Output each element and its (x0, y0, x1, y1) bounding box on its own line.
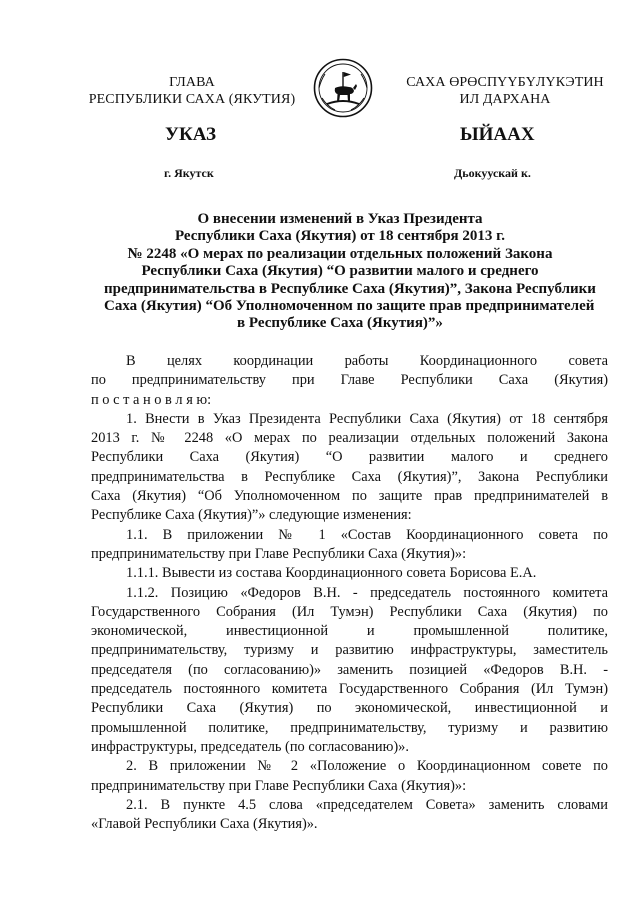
body-line: 2.1. В пункте 4.5 слова «председателем Совета» заменить словами (126, 796, 608, 813)
city-ru: г. Якутск (164, 166, 214, 180)
body-line: предпринимательству при Главе Республики Саха (Якутия)»: (91, 777, 467, 794)
decree-label-sah: ЫЙААХ (460, 124, 535, 145)
header-right-line1: САХА ӨРӨСПҮҮБҮЛҮКЭТИН (406, 75, 604, 90)
header-left-line1: ГЛАВА (169, 75, 215, 90)
header-left-line2: РЕСПУБЛИКИ САХА (ЯКУТИЯ) (88, 92, 296, 107)
body-line: «Главой Республики Саха (Якутия)». (91, 816, 318, 833)
body-line: Республики Саха (Якутия) “О развитии малого и среднего (91, 449, 608, 466)
body-line: председатель постоянного комитета Государственного Собрания (Ил Тумэн) (91, 681, 608, 698)
title-line: № 2248 «О мерах по реализации отдельных положений Закона (127, 245, 553, 262)
body-line: предпринимательству, туризму и развитию инфраструктуры, заместитель (91, 642, 608, 659)
document-body (91, 352, 608, 834)
body-line: п о с т а н о в л я ю: (91, 391, 212, 408)
city-sah: Дьокуускай к. (454, 166, 531, 180)
body-line: Саха (Якутия) “Об Уполномоченном по защите прав предпринимателей в (91, 488, 608, 505)
body-line: 2013 г. № 2248 «О мерах по реализации отдельных положений Закона (91, 430, 608, 447)
decree-label-ru: УКАЗ (165, 124, 216, 145)
title-line: в Республике Саха (Якутия)”» (237, 315, 443, 332)
body-line: предпринимательства в Республике Саха (Якутия)”, Закона Республики (91, 468, 608, 485)
body-line: предпринимательству при Главе Республики Саха (Якутия)»: (91, 545, 467, 562)
document-title (104, 211, 596, 333)
body-line: 1.1. В приложении № 1 «Состав Координационного совета по (126, 526, 608, 543)
body-line: по предпринимательству при Главе Республики Саха (Якутия) (91, 372, 608, 389)
body-line: экономической, инвестиционной и промышленной политике, (91, 623, 608, 640)
coat-of-arms-emblem (313, 58, 373, 118)
body-line: инфраструктуры, председатель (по согласованию)». (91, 738, 409, 755)
body-line: 2. В приложении № 2 «Положение о Координационном совете по (126, 758, 608, 775)
header-left (82, 74, 302, 108)
body-line: 1. Внести в Указ Президента Республики Саха (Якутия) от 18 сентября (126, 410, 608, 427)
body-line: 1.1.1. Вывести из состава Координационного совета Борисова Е.А. (126, 565, 537, 582)
body-line: Республики Саха (Якутия) по экономической, инвестиционной и (91, 700, 608, 717)
title-line: Саха (Якутия) “Об Уполномоченном по защите прав предпринимателей (104, 298, 595, 315)
body-line: Государственного Собрания (Ил Тумэн) Республики Саха (Якутия) по (91, 603, 608, 620)
body-line: В целях координации работы Координационного совета (126, 353, 608, 369)
body-line: 1.1.2. Позицию «Федоров В.Н. - председатель постоянного комитета (126, 584, 608, 601)
body-line: промышленной политике, предпринимательству, туризму и развитию (91, 719, 608, 736)
title-line: предпринимательства в Республике Саха (Якутия)”, Закона Республики (104, 280, 596, 297)
header-right (390, 74, 620, 108)
header-right-line2: ИЛ ДАРХАНА (459, 92, 551, 107)
body-line: Республике Саха (Якутия)”» следующие изменения: (91, 507, 412, 524)
title-line: Республики Саха (Якутия) “О развитии малого и среднего (141, 263, 539, 280)
title-line: Республики Саха (Якутия) от 18 сентября 2013 г. (174, 228, 506, 245)
title-line: О внесении изменений в Указ Президента (197, 211, 483, 227)
body-line: председателя (по согласованию)» заменить позицией «Федоров В.Н. - (91, 661, 608, 678)
